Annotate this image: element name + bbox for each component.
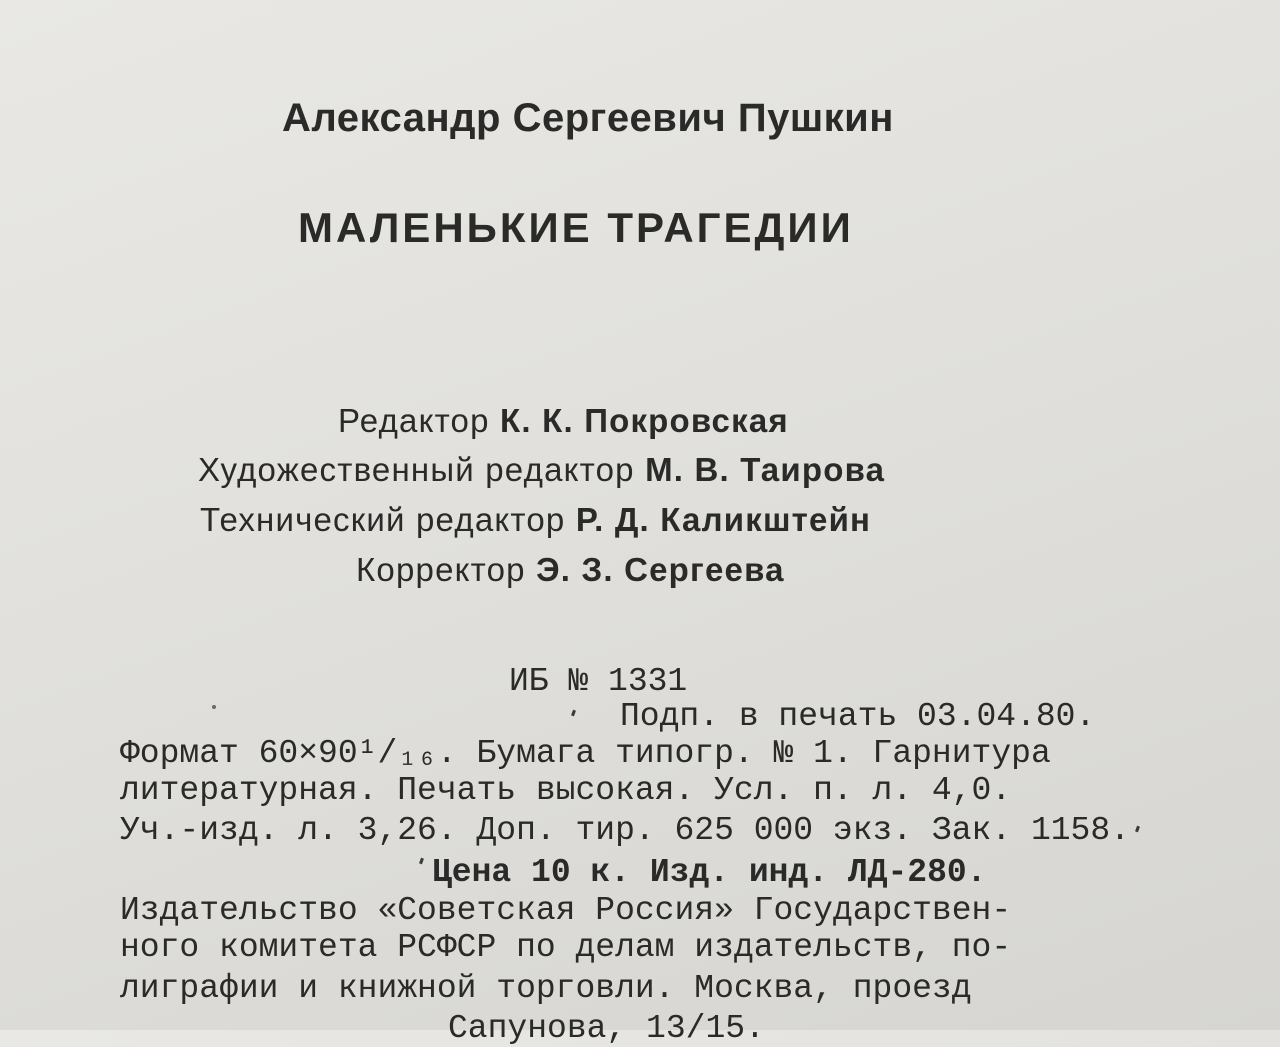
book-title: МАЛЕНЬКИЕ ТРАГЕДИИ <box>298 204 854 251</box>
staff-art-editor <box>198 453 885 486</box>
staff-role: Художественный редактор <box>198 451 635 488</box>
imprint-line: Уч.-изд. л. 3,26. Доп. тир. 625 000 экз. Зак. 1158. <box>120 812 1130 849</box>
imprint-line: лиграфии и книжной торговли. Москва, проезд <box>120 970 972 1007</box>
print-mark <box>1135 826 1140 833</box>
print-mark <box>419 858 424 865</box>
staff-name: Р. Д. Каликштейн <box>575 501 872 538</box>
imprint-line: ного комитета РСФСР по делам издательств, по- <box>120 929 1012 966</box>
staff-name: Э. З. Сергеева <box>536 551 785 588</box>
staff-proofreader <box>356 553 785 586</box>
imprint-line: Подп. в печать 03.04.80. <box>620 698 1096 735</box>
imprint-ib-number: ИБ № 1331 <box>509 663 688 700</box>
staff-technical-editor <box>200 503 871 536</box>
imprint-line: Издательство «Советская Россия» Государствен- <box>120 892 1012 929</box>
print-mark <box>571 710 576 717</box>
imprint-line: Сапунова, 13/15. <box>448 1010 765 1047</box>
staff-name: К. К. Покровская <box>500 402 789 439</box>
staff-role: Корректор <box>356 551 526 588</box>
paper-speck <box>212 705 216 709</box>
staff-name: М. В. Таирова <box>645 451 886 488</box>
book-author: Александр Сергеевич Пушкин <box>282 96 894 140</box>
imprint-line: Формат 60×90¹/₁₆. Бумага типогр. № 1. Гарнитура <box>120 735 1051 772</box>
imprint-line: Цена 10 к. Изд. инд. ЛД-280. <box>432 854 987 891</box>
staff-editor <box>338 404 789 437</box>
staff-role: Редактор <box>338 402 490 439</box>
imprint-line: литературная. Печать высокая. Усл. п. л. 4,0. <box>120 772 1012 809</box>
staff-role: Технический редактор <box>200 501 566 538</box>
